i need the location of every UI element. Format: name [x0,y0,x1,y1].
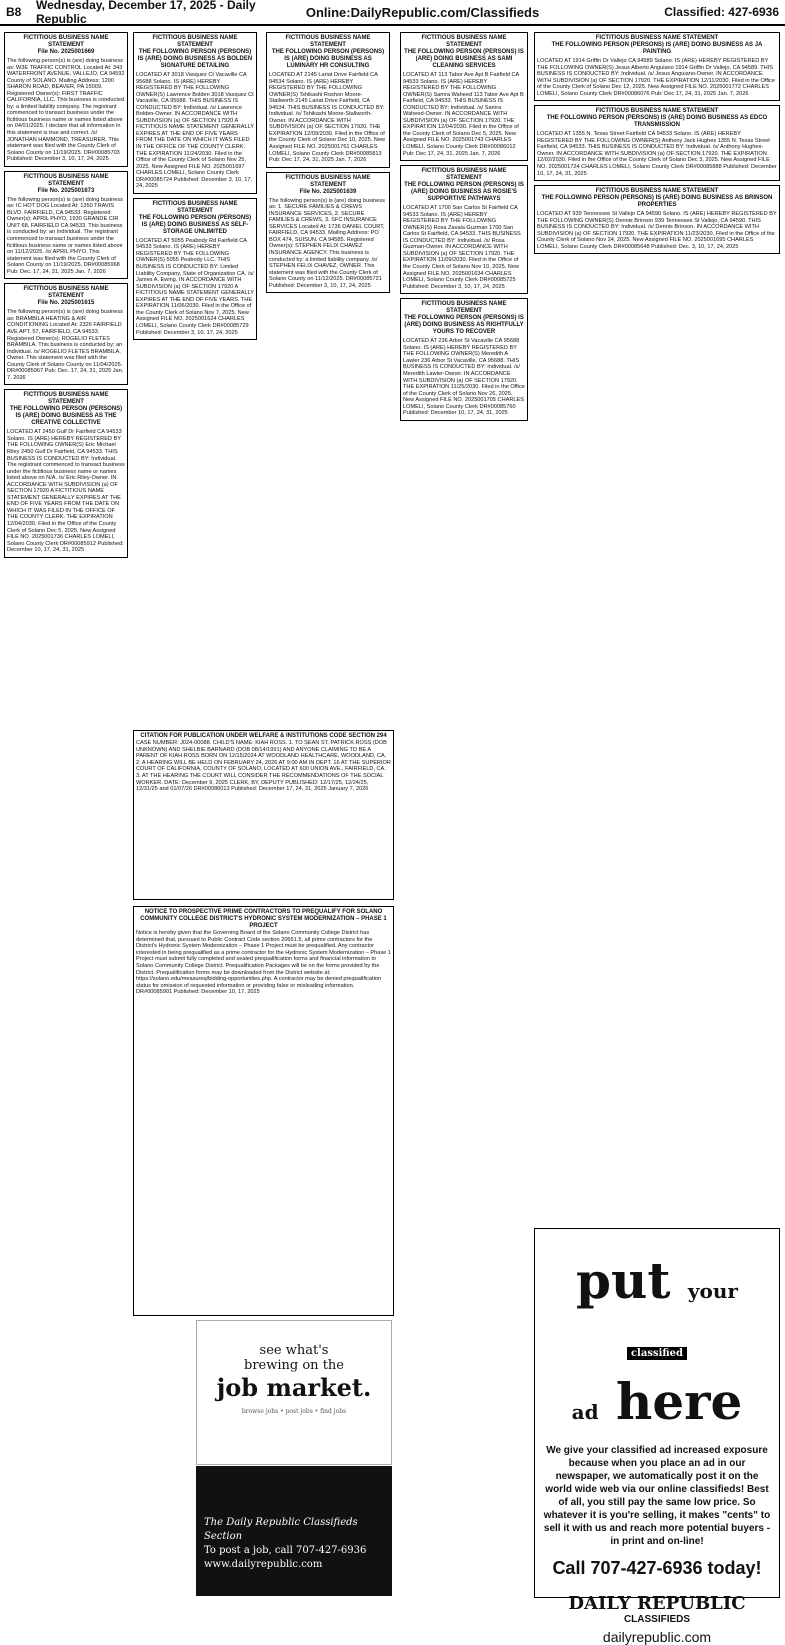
notice-subtitle: THE FOLLOWING PERSON (PERSONS) IS (ARE) DOING BUSINESS AS ROSIE'S SUPPORTIVE PATHWAYS [404,182,524,203]
column-4 [400,32,528,1598]
prequal-title: NOTICE TO PROSPECTIVE PRIME CONTRACTORS TO PREQUALIFY FOR SOLANO COMMUNITY COLLEGE DISTRICT'S HYDRONIC SYSTEM MODERNIZATION – PHASE 1 PROJECT [140,909,387,929]
notice-title: FICTITIOUS BUSINESS NAME STATEMENT [595,35,719,41]
citation-notice [133,730,394,900]
notice-title: FICTITIOUS BUSINESS NAME STATEMENT [421,168,507,182]
citation-body: CASE NUMBER: J024-00088. CHILD'S NAME: KIAH ROSS. 1. TO SEAN ST. PATRICK ROSS (DOB UNKNOWN) AND SHELBIE BARNARD (DOB 08/14/1991) AND ANYONE CLAIMING TO BE A PARENT OF KIAH ROSS BORN ON 12/15/2024 AT WOODLAND HEALTHCARE, WOODLAND, CA. 2. A HEARING WILL BE HELD ON FEBRUARY 24, 2026 AT 9:00 AM IN DEPT. 16 AT THE SUPERIOR COURT OF CALIFORNIA, COUNTY OF SOLANO, LOCATED AT 600 UNION AVE., FAIRFIELD, CA. 3. AT THE HEARING THE COURT WILL CONSIDER THE RECOMMENDATIONS OF THE SOCIAL WORKER. DATE: December 9, 2025 CLERK, BY, DEPUTY PUBLISHED: 12/17/25, 12/24/25, 12/31/25 and 01/07/26 DR#00086013 Published: December 17, 24, 31, 2025 January 7, 2026 [136,740,391,793]
notice-body: LOCATED AT 1700 San Carlos St Fairfield CA 94533 Solano. IS (ARE) HEREBY REGISTERED BY THE FOLLOWING OWNER(S) Rosa Zavala Guzman 1700 San Carlos St Fairfield, CA 94533. THIS BUSINESS IS CONDUCTED BY: Individual. /s/ Rosa Guzman-Owner. IN ACCORDANCE WITH SUBDIVISION (a) OF SECTION 17920. THE EXPIRATION 11/09/2030. Filed in the Office of the County Clerk of Solano Nov 10, 2025. New Assigned FILE NO. 2025001634 CHARLES LOMELI, Solano County Clerk DR#00085725 Published: December 3, 10, 17, 24, 2025 [403,205,521,290]
notice-body: LOCATED AT 1355 N. Texas Street Fairfield CA 94533 Solano. IS (ARE) HEREBY REGISTERED BY THE FOLLOWING OWNER(S) Anthony Jack Hughes 1355 N. Texas Street Fairfield, CA 94533. THIS BUSINESS IS CONDUCTED BY: Individual. /s/ Anthony Hughes-Owner. IN ACCORDANCE WITH SUBDIVISION (a) OF SECTION 17920. THE EXPIRATION 12/02/2030. Filed in the Office of the County Clerk of Solano Dec 3, 2025. New Assigned FILE NO. 2025001724 CHARLES LOMELI, Solano County Clerk DR#00085888 Published: December 10, 17, 24, 31, 2025 [537,131,777,177]
putad-headline: put your classified ad here [571,1251,743,1431]
notice-body: LOCATED AT 236 Arbor St Vacaville CA 95688 Solano. IS (ARE) HEREBY REGISTERED BY THE FOLLOWING OWNER(S) Meredith A Lawler 236 Arbor St Vacaville, CA 95688. THIS BUSINESS IS CONDUCTED BY: Individual. /s/ Meredith Lawler-Owner. IN ACCORDANCE WITH SUBDIVISION (a) OF SECTION 17920. THE EXPIRATION 11/25/2030. Filed in the Office of the County Clerk of Solano Nov 26, 2025. New Assigned FILE NO. 2025001705 CHARLES LOMELI, Solano County Clerk DR#00085760 Published: December 10, 17, 24, 31, 2025 [403,338,525,417]
notice-subtitle: THE FOLLOWING PERSON (PERSONS) IS (ARE) DOING BUSINESS AS JA PAINTING [551,42,763,55]
page-number: B8 [6,5,22,19]
putad-call: Call 707-427-6936 today! [552,1558,762,1578]
notice-body: LOCATED AT 5055 Peabody Rd Fairfield CA 94533 Solano. IS (ARE) HEREBY REGISTERED BY THE FOLLOWING OWNER(S) 5055 Peabody LLC. THIS BUSINESS IS CONDUCTED BY: Limited Liability Company, State of Organization CA. /s/ James A. Ewing. IN ACCORDANCE WITH SUBDIVISION (a) OF SECTION 17920 A FICTITIOUS NAME STATEMENT GENERALLY EXPIRES AT THE END OF FIVE YEARS. THE EXPIRATION 11/06/2030. Filed in the Office of the County Clerk of Solano Nov 7, 2025. New Assigned FILE NO. 2025001624 CHARLES LOMELI, Solano County Clerk DR#00085729 Published: December 3, 10, 17, 24, 2025 [136,237,254,336]
fictitious-business-notice [4,171,128,280]
notice-body: LOCATED AT 2145 Lariat Drive Fairfield CA 94534 Solano. IS (ARE) HEREBY REGISTERED BY THE FOLLOWING OWNER(S) Tshikashi Roshon Moore-Stallworth 2145 Lariat Drive Fairfield, CA 94534. THIS BUSINESS IS CONDUCTED BY: Individual. /s/ Tshikashi Moore-Stallworth-Owner. IN ACCORDANCE WITH SUBDIVISION (a) OF SECTION 17920. THE EXPIRATION 12/09/2030. Filed in the Office of the County Clerk of Solano Dec 10, 2025. New Assigned FILE NO. 2025001761 CHARLES LOMELI, Solano County Clerk DR#00085813 Pub: Dec 17, 24, 31, 2025 Jan. 7, 2026 [269,72,385,164]
notice-body: The following person(s) is (are) doing business as: BRAMBILA HEATING & AIR CONDITIONING Located At: 2326 FAIRFIELD AVE APT. 57, FAIRFIELD, CA 94533. Registered Owner(s): ROGELIO FLETES BRAMBILA. This business is conducted by: an Individual. /s/ ROGELIO FLETES BRAMBILA, Owner. This statement was filed with the County Clerk of Solano County on 11/04/2025. DR#00085967 Pub: Dec. 17, 24, 31, 2025 Jan. 7, 2026 [7,309,124,381]
header-date: Wednesday, December 17, 2025 - Daily Republic [36,0,256,26]
notice-subtitle: THE FOLLOWING PERSON (PERSONS) IS (ARE) DOING BUSINESS AS RIGHTFULLY YOURS TO RECOVER [404,315,524,336]
page-header [0,0,785,26]
notice-title: FICTITIOUS BUSINESS NAME STATEMENT [421,35,507,48]
notice-subtitle: THE FOLLOWING PERSON (PERSONS) IS (ARE) DOING BUSINESS AS SAMI CLEANING SERVICES [404,49,524,69]
jobs-line-4: browse jobs • post jobs • find jobs [241,1408,347,1415]
notice-title: FICTITIOUS BUSINESS NAME STATEMENT [421,301,507,315]
column-5 [534,32,780,1222]
prequal-notice [133,906,394,1316]
column-2 [133,32,257,727]
notice-body: LOCATED AT 113 Tabor Ave Apt B Fairfield CA 94533 Solano. IS (ARE) HEREBY REGISTERED BY THE FOLLOWING OWNER(S) Samra Waheed 113 Tabor Ave Apt B Fairfield, CA 94533. THIS BUSINESS IS CONDUCTED BY: Individual. /s/ Samra Waheed-Owner. IN ACCORDANCE WITH SUBDIVISION (a) OF SECTION 17920. THE EXPIRATION 12/04/2030. Filed in the Office of the County Clerk of Solano Dec 5, 2025. New Assigned FILE NO. 2025001743 CHARLES LOMELI, Solano County Clerk DR#00086012 Pub: Dec 17, 24, 31, 2025 Jan. 7, 2026 [403,72,524,157]
classifieds-promo[interactable] [196,1466,392,1596]
fictitious-business-notice [133,32,257,194]
notice-subtitle: THE FOLLOWING PERSON (PERSONS) IS (ARE) DOING BUSINESS AS EDCO TRANSMISSION [546,115,768,129]
job-market-ad[interactable] [196,1320,392,1465]
notice-title: FICTITIOUS BUSINESS NAME STATEMENT [23,173,109,187]
notice-body: LOCATED AT 3018 Vasquez Ct Vacaville CA 95688 Solano. IS (ARE) HEREBY REGISTERED BY THE FOLLOWING OWNER(S) Lawrence Bolden 3018 Vasquez Ct Vacaville, CA 95688. THIS BUSINESS IS CONDUCTED BY: Individual. /s/ Lawrence Bolden-Owner. IN ACCORDANCE WITH SUBDIVISION (a) OF SECTION 17920 A FICTITIOUS NAME STATEMENT GENERALLY EXPIRES AT THE END OF FIVE YEARS FROM THE DATE ON WHICH IT WAS FILED IN THE OFFICE OF THE COUNTY CLERK. THE EXPIRATION 11/24/2030. Filed in the Office of the County Clerk of Solano Nov 25, 2025. New Assigned FILE NO. 2025001697 CHARLES LOMELI, Solano County Clerk DR#00085724 Published: December 3, 10, 17, 24, 2025 [136,72,254,190]
notice-title: FICTITIOUS BUSINESS NAME STATEMENT [23,392,109,406]
fictitious-business-notice [4,283,128,385]
notice-subtitle: THE FOLLOWING PERSON (PERSONS) IS (ARE) DOING BUSINESS AS SELF-STORAGE UNLIMITED [138,214,252,235]
notice-body: LOCATED AT 2450 Gulf Dr Fairfield CA 94533 Solano. IS (ARE) HEREBY REGISTERED BY THE FOLLOWING OWNER(S) Eric Michael Riley 2450 Gulf Dr Fairfield, CA 94533. THIS BUSINESS IS CONDUCTED BY: Individual. The registrant commenced to transact business under the fictitious business name or names listed above on N/A. /s/ Eric Riley-Owner. IN ACCORDANCE WITH SUBDIVISION (a) OF SECTION 17920 A FICTITIOUS NAME STATEMENT GENERALLY EXPIRES AT THE END OF FIVE YEARS FROM THE DATE ON WHICH IT WAS FILED IN THE OFFICE OF THE COUNTY CLERK. THE EXPIRATION 12/04/2030. Filed in the Office of the County Clerk of Solano Dec 5, 2025. New Assigned FILE NO. 2025001736 CHARLES LOMELI, Solano County Clerk DR#00085912 Published: December 10, 17, 24, 31, 2025 [7,429,125,554]
notice-subtitle: THE FOLLOWING PERSON (PERSONS) IS (ARE) DOING BUSINESS AS BRINSON PROPERTIES [541,195,773,209]
fictitious-business-notice [534,105,780,181]
fictitious-business-notice [133,198,257,340]
header-site-link[interactable]: Online:DailyRepublic.com/Classifieds [305,4,540,20]
notice-body: The following person(s) is (are) doing business as: 1. SECURE FAMILIES & CREWS INSURANCE SERVICES, 2. SECURE FAMILIES & CREWS, 3. SFC INSURANCE SERVICES Located At: 1736 DANIEL COURT, FAIRFIELD, CA 94533. Mailing Address: PO BOX 474, SUISUN, CA 94585. Registered Owner(s): STEPHEN FELIX CHAVEZ INSURANCE AGENCY. This business is conducted by: a limited liability company. /s/ STEPHEN FELIX CHAVEZ, OWNER. This statement was filed with the County Clerk of Solano County on 11/12/2025. DR#00085721 Published: December 3, 10, 17, 24, 2025 [269,197,385,289]
notice-body: LOCATED AT 939 Tennessee St Vallejo CA 94590 Solano. IS (ARE) HEREBY REGISTERED BY THE FOLLOWING OWNER(S) Dennis Brinson 939 Tennessee St Vallejo, CA 94590. THIS BUSINESS IS CONDUCTED BY: Individual. /s/ Dennis Brinson. IN ACCORDANCE WITH SUBDIVISION (a) OF SECTION 17920. THE EXPIRATION 11/23/2030. Filed in the Office of the County Clerk of Solano Nov 24, 2025. New Assigned FILE NO. 2025001695 CHARLES LOMELI, Solano County Clerk DR#00085648 Published: Dec. 3, 10, 17, 24, 2025 [537,211,777,250]
jobs-line-3: job market. [216,1373,372,1402]
notice-title: FICTITIOUS BUSINESS NAME STATEMENT [285,35,371,48]
promo-title: The Daily Republic Classifieds Section [204,1517,358,1542]
notice-subtitle: THE FOLLOWING PERSON (PERSONS) IS (ARE) DOING BUSINESS AS THE CREATIVE COLLECTIVE [9,406,123,427]
notice-subtitle: File No. 2025001615 [37,300,95,307]
prequal-body: Notice is hereby given that the Governing Board of the Solano Community College District has determined that, pursuant to Public Contract Code section 20651.5, all prime contractors for the District's Hydronic System Modernization – Phase 1 Project must be prequalified. Any contractor interested in being prequalified as a prime contractor for the Hydronic System Modernization – Phase 1 Project must submit fully completed and sealed prequalification forms and financial information to Solano Community College District. Prequalification Packages will be on the forms provided by the District. Prequalification forms may be downloaded from the District website at: https://solano.edu/measureq/bidding-opportunities.php. A contractor may be denied prequalification status for omission of requested information or providing false or misleading information. DR#00085901 Published: December 10, 17, 2025 [136,930,391,996]
column-1 [4,32,128,1598]
fictitious-business-notice [4,389,128,557]
jobs-line-2: brewing on the [244,1358,344,1373]
fictitious-business-notice [400,165,528,294]
promo-url: www.dailyrepublic.com [204,1559,323,1570]
putad-copy: We give your classified ad increased exposure because when you place an ad in our newspaper, we automatically post it on the world wide web via our online classifieds! Best of all, you still pay the same low price. So whatever it is you're selling, it makes "cents" to sell it with us and reach more potential buyers - in print and on-line! [543,1445,771,1547]
putad-brand: DAILY REPUBLIC [568,1593,746,1614]
fictitious-business-notice [400,32,528,161]
fictitious-business-notice [266,32,390,168]
column-3 [266,32,390,727]
notice-subtitle: THE FOLLOWING PERSON (PERSONS) IS (ARE) DOING BUSINESS AS BOLDEN SIGNATURE DETAILING [137,49,253,69]
header-classified-phone: Classified: 427-6936 [664,5,779,19]
fictitious-business-notice [534,185,780,254]
putad-url[interactable]: dailyrepublic.com [602,1629,712,1645]
notice-body: LOCATED AT 1914 Griffin Dr Vallejo CA 94589 Solano. IS (ARE) HEREBY REGISTERED BY THE FOLLOWING OWNER(S) Jesus Alberto Anguiano 1914 Griffin Dr Vallejo, CA 94589. THIS BUSINESS IS CONDUCTED BY: Individual. /s/ Jesus Anguiano-Owner. IN ACCORDANCE WITH SUBDIVISION (a) OF SECTION 17920. THE EXPIRATION 12/11/2030. Filed in the Office of the County Clerk of Solano Dec 12, 2025. New Assigned FILE NO. 2025001772 CHARLES LOMELI, Solano County Clerk DR#00086076 Pub: Dec 17, 24, 31, 2025 Jan. 7, 2026 [537,58,776,97]
notice-title: FICTITIOUS BUSINESS NAME STATEMENT [152,200,238,214]
notice-subtitle: File No. 2025001669 [37,49,95,55]
notice-title: FICTITIOUS BUSINESS NAME STATEMENT [152,35,238,48]
notice-subtitle: THE FOLLOWING PERSON (PERSONS) IS (ARE) DOING BUSINESS AS LUMINARY HR CONSULTING [271,49,385,69]
citation-title: CITATION FOR PUBLICATION UNDER WELFARE & INSTITUTIONS CODE SECTION 294 [140,733,387,739]
notice-subtitle: File No. 2025001639 [299,188,357,195]
notice-title: FICTITIOUS BUSINESS NAME STATEMENT [595,188,719,195]
notice-title: FICTITIOUS BUSINESS NAME STATEMENT [595,108,719,115]
putad-brand-sub: CLASSIFIEDS [623,1614,691,1625]
fictitious-business-notice [400,298,528,421]
promo-phone: To post a job, call 707-427-6936 [204,1545,367,1556]
notice-title: FICTITIOUS BUSINESS NAME STATEMENT [23,286,109,300]
jobs-line-1: see what's [259,1343,329,1358]
notice-body: The following person(s) is (are) doing business as: IC HOT DOG Located At: 1350 TRAVIS BLVD. FAIRFIELD, CA 94533. Registered Owner(s): APRIL PHYO, 1930 GRANDE CIR UNIT 68, FAIRFIELD CA 94533. This business is conducted by: an Individual. The registrant commenced to transact business under the fictitious business name or names listed above on 11/12/2025. /s/ APRIL PHYO. This statement was filed with the County Clerk of Solano County on 11/19/2025. DR#00085968 Pub: Dec. 17, 24, 31, 2025 Jan. 7, 2026 [7,196,123,275]
notice-subtitle: File No. 2025001673 [37,187,95,194]
fictitious-business-notice [266,172,390,294]
fictitious-business-notice [534,32,780,101]
notice-body: The following person(s) is (are) doing business as: W3E TRAFFIC CONTROL Located At: 343 WATERFRONT AVENUE, VALLEJO, CA 94592 County of SOLANO. Mailing Address: 1200 SHARON ROAD, BEAVER, PA 15009. Registered Owner(s): FIRST TRAFFIC CALIFORNIA, LLC. This business is conducted by: a limited liability company. The registrant commenced to transact business under the fictitious business name or names listed above on 04/01/2025. I declare that all information in this statement is true and correct. /s/ JONATHAN HAMMOND, TREASURER. This statement was filed with the County Clerk of Solano County on 11/19/2025. DR#00085703 Published: December 3, 10, 17, 24, 2025 [7,58,125,163]
put-your-ad-here-ad[interactable] [534,1228,780,1645]
fictitious-business-notice [4,32,128,167]
notice-title: FICTITIOUS BUSINESS NAME STATEMENT [23,35,109,48]
notice-title: FICTITIOUS BUSINESS NAME STATEMENT [285,174,371,188]
